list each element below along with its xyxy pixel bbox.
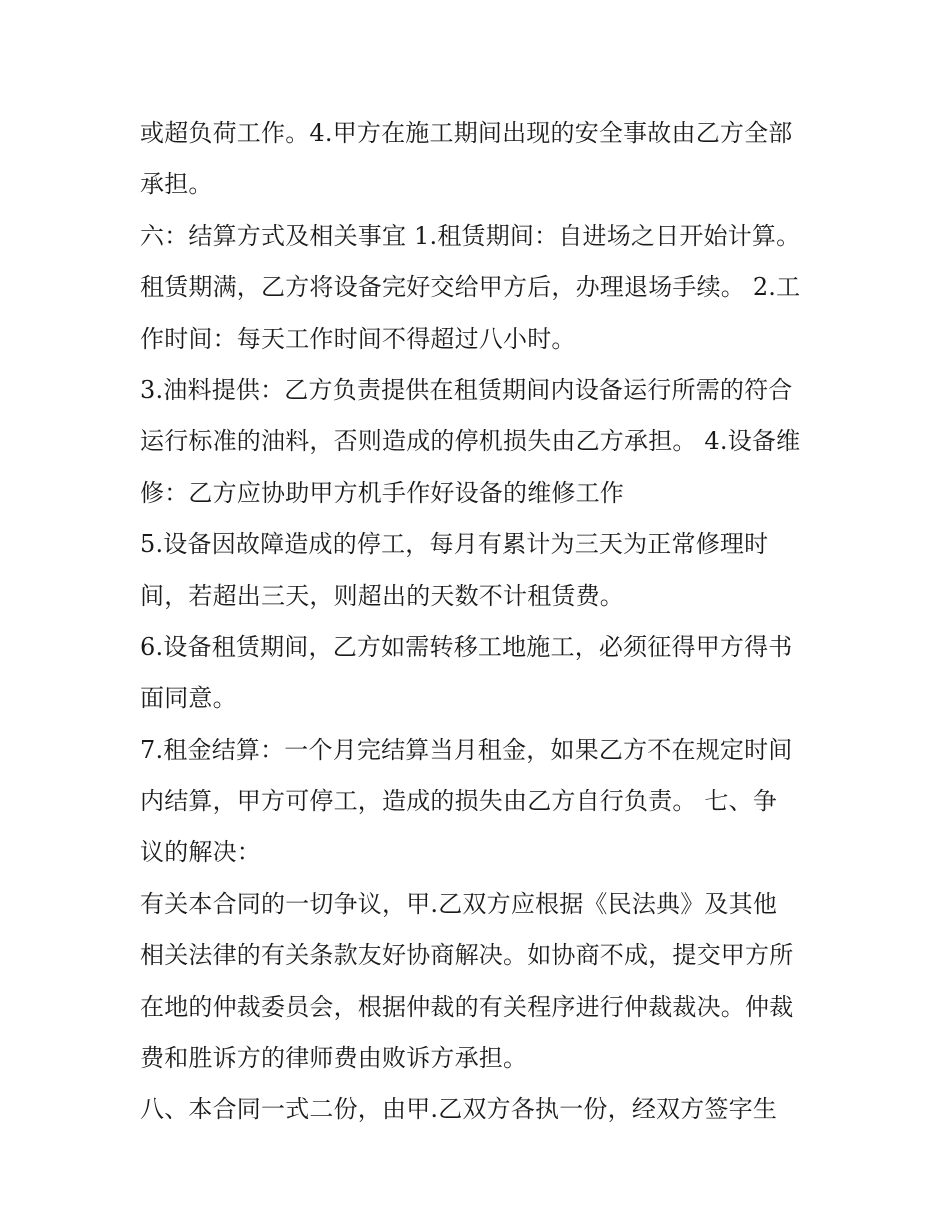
text-line: 间，若超出三天，则超出的天数不计租赁费。 <box>140 581 624 610</box>
text-line: 3.油料提供：乙方负责提供在租赁期间内设备运行所需的符合 <box>140 375 793 404</box>
text-line: 租赁期满，乙方将设备完好交给甲方后，办理退场手续。 2.工 <box>140 273 801 302</box>
text-line: 或超负荷工作。4.甲方在施工期间出现的安全事故由乙方全部 <box>140 119 793 147</box>
text-line: 有关本合同的一切争议，甲.乙双方应根据《民法典》及其他 <box>140 889 778 918</box>
document-body <box>140 108 810 1136</box>
text-line: 相关法律的有关条款友好协商解决。如协商不成，提交甲方所 <box>140 941 794 970</box>
text-line: 修：乙方应协助甲方机手作好设备的维修工作 <box>140 478 624 507</box>
text-line: 费和胜诉方的律师费由败诉方承担。 <box>140 1044 528 1073</box>
text-line: 面同意。 <box>140 684 237 713</box>
text-line: 八、本合同一式二份，由甲.乙双方各执一份，经双方签字生 <box>140 1095 778 1124</box>
text-line: 7.租金结算：一个月完结算当月租金，如果乙方不在规定时间 <box>140 735 793 764</box>
text-line: 议的解决： <box>140 838 261 867</box>
text-line: 六：结算方式及相关事宜 1.租赁期间：自进场之日开始计算。 <box>140 221 801 250</box>
text-line: 承担。 <box>140 170 213 199</box>
text-line: 内结算，甲方可停工，造成的损失由乙方自行负责。 七、争 <box>140 787 778 816</box>
text-line: 在地的仲裁委员会，根据仲裁的有关程序进行仲裁裁决。仲裁 <box>140 992 794 1021</box>
text-line: 运行标准的油料，否则造成的停机损失由乙方承担。 4.设备维 <box>140 427 801 456</box>
text-line: 6.设备租赁期间，乙方如需转移工地施工，必须征得甲方得书 <box>140 632 793 661</box>
text-line: 作时间：每天工作时间不得超过八小时。 <box>140 324 576 353</box>
text-line: 5.设备因故障造成的停工，每月有累计为三天为正常修理时 <box>140 530 769 559</box>
